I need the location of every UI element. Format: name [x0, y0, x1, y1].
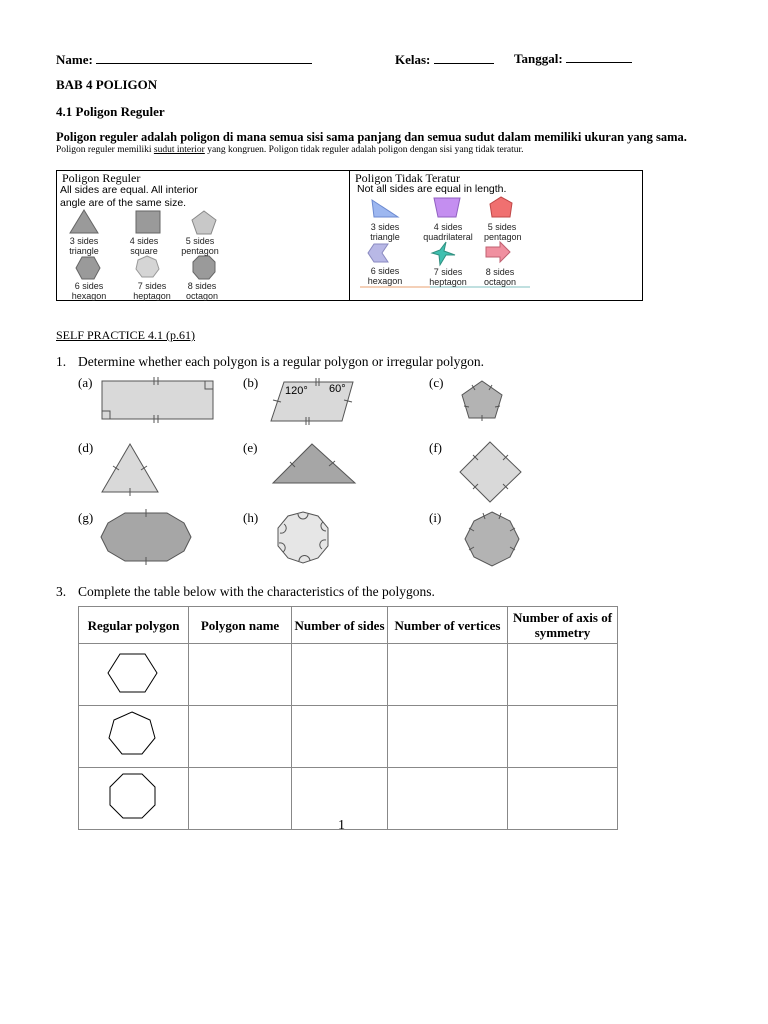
regular-label-6: 8 sides octagon: [185, 281, 219, 301]
class-field: [395, 52, 494, 68]
label-f: (f): [429, 440, 442, 455]
regular-pentagon-shape: [192, 211, 216, 234]
regular-label-1: 3 sides triangle: [69, 236, 99, 256]
answer-cell[interactable]: [508, 706, 618, 768]
label-b: (b): [243, 375, 259, 390]
answer-cell[interactable]: [508, 768, 618, 830]
date-field: [514, 51, 632, 67]
irregular-pentagon-shape: [490, 197, 512, 217]
regular-label-2: 4 sides square: [129, 236, 159, 256]
answer-cell[interactable]: [388, 706, 508, 768]
question3-text: Complete the table below with the characteristics of the polygons.: [78, 584, 435, 599]
answer-cell[interactable]: [189, 768, 292, 830]
question1-number: 1.: [56, 354, 67, 369]
hexagon-cell: [79, 644, 189, 706]
header-polygon-name: Polygon name: [189, 607, 292, 644]
regular-hexagon-shape: [76, 257, 100, 279]
regular-square-shape: [136, 211, 160, 233]
answer-cell[interactable]: [508, 644, 618, 706]
characteristics-table: [78, 606, 618, 830]
irregular-quad-shape: [434, 198, 460, 217]
shape-i-heptagon: [465, 512, 519, 566]
label-d: (d): [78, 440, 94, 455]
irregular-hexagon-shape: [368, 244, 388, 262]
section-title: 4.1 Poligon Reguler: [56, 104, 165, 119]
answer-cell[interactable]: [388, 768, 508, 830]
hexagon-icon: [80, 645, 184, 699]
irregular-label-1: 3 sides triangle: [370, 222, 400, 242]
chapter-title: BAB 4 POLIGON: [56, 77, 158, 92]
regular-title: Poligon Reguler: [62, 171, 141, 185]
shape-f-diamond: [460, 442, 521, 502]
answer-cell[interactable]: [292, 706, 388, 768]
regular-label-4: 6 sides hexagon: [71, 281, 107, 301]
class-blank[interactable]: [434, 52, 494, 64]
shape-g-octagon: [101, 509, 191, 565]
shape-a-rectangle: [102, 377, 213, 423]
question1-text: Determine whether each polygon is a regular polygon or irregular polygon.: [78, 354, 484, 369]
regular-heptagon-shape: [136, 256, 159, 277]
table-header-row: [79, 607, 618, 644]
question3-number: 3.: [56, 584, 67, 599]
angle-120: 120°: [285, 385, 308, 397]
name-field: [56, 52, 312, 68]
comparison-divider: [349, 170, 350, 300]
underlined-term: sudut interior: [153, 145, 205, 155]
definition-bold: Poligon reguler adalah poligon di mana semua sisi sama panjang dan semua sudut dalam memiliki ukuran yang sama.: [56, 130, 687, 144]
date-blank[interactable]: [566, 51, 632, 63]
name-label: Name:: [56, 52, 93, 67]
page-number: 1: [338, 818, 345, 833]
practice-title: SELF PRACTICE 4.1 (p.61): [56, 328, 196, 342]
header-sides: Number of sides: [292, 607, 388, 644]
definition-small: Poligon reguler memiliki sudut interior yang kongruen. Poligon tidak reguler adalah poligon dengan sisi yang tidak teratur.: [56, 145, 524, 155]
irregular-label-2: 4 sides quadrilateral: [423, 222, 473, 242]
label-a: (a): [78, 375, 93, 390]
shape-d-triangle: [102, 444, 158, 496]
class-label: Kelas:: [395, 52, 431, 67]
irregular-octagon-shape: [486, 242, 510, 262]
regular-label-3: 5 sides pentagon: [181, 236, 219, 256]
label-h: (h): [243, 510, 259, 525]
irregular-title: Poligon Tidak Teratur: [355, 171, 460, 185]
octagon-cell: [79, 768, 189, 830]
regular-label-5: 7 sides heptagon: [133, 281, 171, 301]
exercise-shapes: [90, 375, 540, 575]
heptagon-cell: [79, 706, 189, 768]
shape-e-triangle: [273, 444, 355, 483]
label-i: (i): [429, 510, 442, 525]
table-row: [79, 706, 618, 768]
header-regular-polygon: Regular polygon: [79, 607, 189, 644]
table-row: [79, 644, 618, 706]
table-row: [79, 768, 618, 830]
irregular-triangle-shape: [372, 200, 398, 217]
label-c: (c): [429, 375, 444, 390]
regular-octagon-shape: [193, 256, 215, 279]
angle-60: 60°: [329, 383, 346, 395]
answer-cell[interactable]: [292, 644, 388, 706]
answer-cell[interactable]: [189, 706, 292, 768]
irregular-desc: Not all sides are equal in length.: [357, 183, 507, 195]
regular-desc: All sides are equal. All interior angle are of the same size.: [60, 184, 198, 209]
octagon-icon: [80, 769, 184, 823]
regular-triangle-shape: [70, 210, 98, 233]
answer-cell[interactable]: [189, 644, 292, 706]
irregular-label-3: 5 sides pentagon: [484, 222, 522, 242]
irregular-heptagon-shape: [432, 242, 455, 265]
heptagon-icon: [80, 707, 184, 761]
header-vertices: Number of vertices: [388, 607, 508, 644]
name-blank[interactable]: [96, 52, 312, 64]
shape-h-curved: [278, 512, 328, 563]
header-symmetry: Number of axis of symmetry: [508, 607, 618, 644]
irregular-label-5: 7 sides heptagon: [429, 267, 467, 287]
irregular-label-4: 6 sides hexagon: [367, 266, 403, 286]
label-g: (g): [78, 510, 94, 525]
label-e: (e): [243, 440, 258, 455]
date-label: Tanggal:: [514, 51, 563, 66]
shape-c-pentagon: [462, 381, 502, 421]
answer-cell[interactable]: [388, 644, 508, 706]
irregular-label-6: 8 sides octagon: [483, 267, 517, 287]
